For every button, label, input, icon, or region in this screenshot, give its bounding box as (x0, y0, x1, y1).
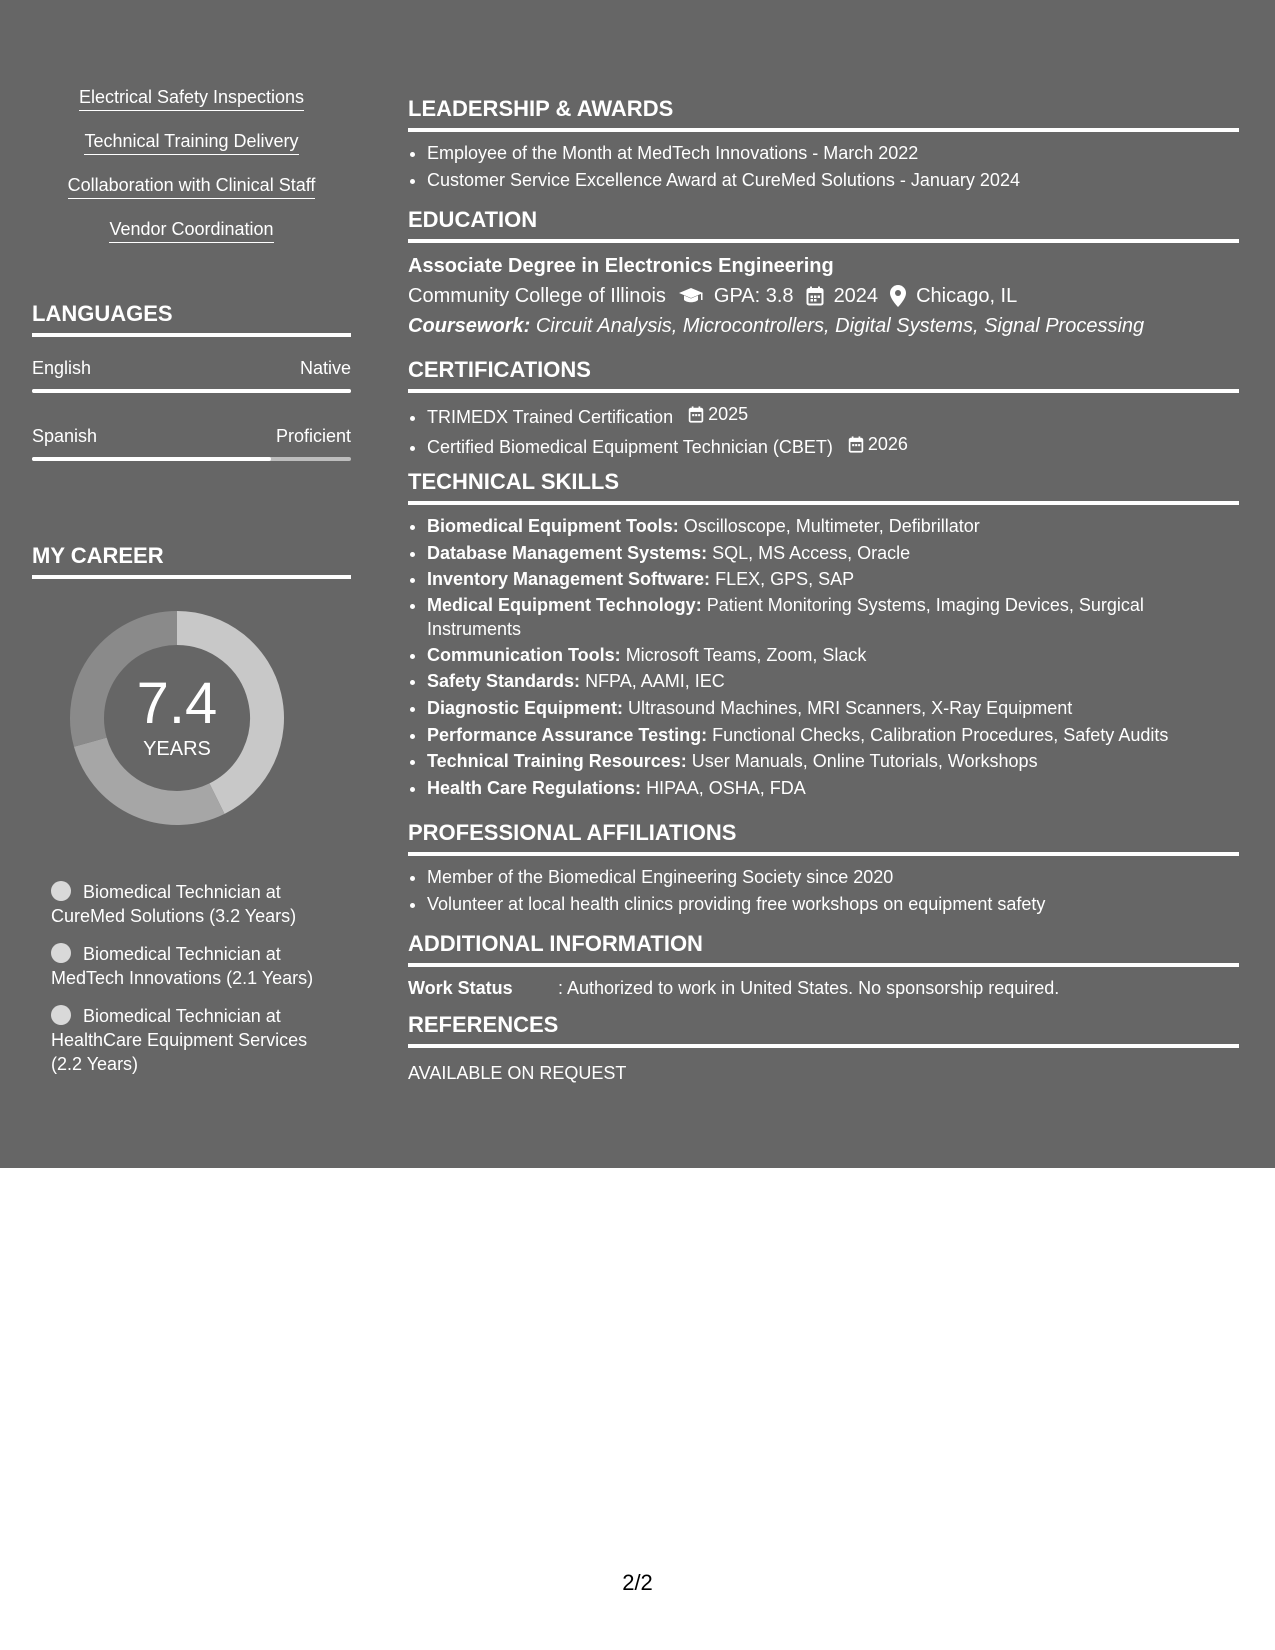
section-title: LEADERSHIP & AWARDS (408, 96, 1239, 132)
skill-value: Patient Monitoring Systems, Imaging Devices, Surgical Instruments (427, 594, 1144, 640)
section-title: ADDITIONAL INFORMATION (408, 931, 1239, 967)
skill-value: Oscilloscope, Multimeter, Defibrillator (683, 516, 980, 536)
skill-label: Safety Standards: (427, 671, 581, 692)
skill-label: Biomedical Equipment Tools: (427, 516, 679, 536)
certification-item (427, 431, 1239, 461)
skill-tag: Vendor Coordination (109, 218, 273, 243)
skill-item (427, 668, 1239, 695)
language-level: Proficient (275, 426, 351, 446)
career-legend-item (51, 1004, 341, 1076)
location-pin-icon (890, 285, 906, 307)
work-status-label: Work Status (408, 978, 513, 998)
school-name: Community College of Illinois (408, 285, 666, 307)
skill-value: SQL, MS Access, Oracle (712, 542, 911, 563)
skill-item (427, 695, 1239, 722)
career-legend-item (51, 942, 341, 990)
legend-dot (51, 1005, 71, 1025)
certification-date: 2026 (867, 434, 908, 454)
skill-item (427, 722, 1239, 749)
coursework-label: Coursework: (408, 315, 531, 337)
page-number: 2/2 (622, 1570, 653, 1595)
references-text: AVAILABLE ON REQUEST (408, 1063, 627, 1083)
leadership-section (408, 96, 1239, 194)
skill-value: Microsoft Teams, Zoom, Slack (625, 644, 867, 665)
skill-label: Inventory Management Software: (427, 569, 711, 590)
legend-label: Biomedical Technician at HealthCare Equipment Services (2.2 Years) (51, 1006, 308, 1074)
skill-item (427, 775, 1239, 802)
career-legend (51, 880, 341, 1090)
skill-tag: Technical Training Delivery (84, 130, 298, 155)
certification-item (427, 401, 1239, 431)
skill-item (427, 748, 1239, 775)
skill-item (427, 642, 1239, 669)
skill-tag: Electrical Safety Inspections (79, 86, 304, 111)
legend-label: Biomedical Technician at CureMed Solutions (3.2 Years) (51, 882, 297, 926)
additional-info-section (408, 931, 1239, 1002)
section-title: REFERENCES (408, 1012, 1239, 1048)
skill-value: FLEX, GPS, SAP (715, 569, 855, 590)
skill-label: Performance Assurance Testing: (427, 724, 708, 745)
skill-label: Medical Equipment Technology: (427, 594, 702, 615)
certification-name: Certified Biomedical Equipment Technician (CBET) (427, 437, 833, 457)
coursework (408, 311, 1239, 341)
graduation-cap-icon (678, 287, 704, 305)
section-title: PROFESSIONAL AFFILIATIONS (408, 820, 1239, 856)
legend-dot (51, 943, 71, 963)
career-title: MY CAREER (32, 543, 351, 579)
references-section (408, 1012, 1239, 1087)
list-item: • Volunteer at local health clinics providing free workshops on equipment safety (427, 891, 1239, 918)
skill-item (427, 566, 1239, 593)
certification-name: TRIMEDX Trained Certification (427, 407, 674, 427)
section-title: CERTIFICATIONS (408, 357, 1239, 393)
career-section (32, 543, 351, 1074)
calendar-icon (688, 406, 704, 423)
skill-tags (32, 86, 351, 262)
list-item: • Customer Service Excellence Award at CureMed Solutions - January 2024 (427, 167, 1239, 194)
language-level-bar (32, 457, 351, 461)
calendar-icon (848, 436, 864, 453)
skill-value: Functional Checks, Calibration Procedures, Safety Audits (712, 724, 1169, 745)
language-item (32, 357, 351, 393)
career-total-unit: YEARS (143, 738, 211, 760)
gpa-value: GPA: 3.8 (713, 285, 794, 307)
skill-item (427, 593, 1239, 642)
education-section (408, 207, 1239, 341)
career-donut-chart (64, 605, 290, 831)
affiliations-section (408, 820, 1239, 918)
language-item (32, 425, 351, 461)
education-meta (408, 281, 1239, 311)
legend-label: Biomedical Technician at MedTech Innovations (2.1 Years) (51, 944, 314, 988)
languages-section (32, 301, 351, 461)
skill-label: Communication Tools: (427, 644, 621, 665)
section-title: TECHNICAL SKILLS (408, 469, 1239, 505)
coursework-list: Circuit Analysis, Microcontrollers, Digital Systems, Signal Processing (535, 315, 1145, 337)
technical-skills-section (408, 469, 1239, 801)
certification-date: 2025 (708, 404, 749, 424)
language-level-bar (32, 389, 351, 393)
degree-title: Associate Degree in Electronics Engineering (408, 255, 834, 277)
work-status-row (408, 975, 1239, 1002)
language-level: Native (299, 358, 351, 378)
skill-label: Database Management Systems: (427, 542, 708, 563)
languages-title: LANGUAGES (32, 301, 351, 337)
language-level-fill (32, 457, 271, 461)
skill-label: Health Care Regulations: (427, 777, 642, 798)
certifications-section (408, 357, 1239, 461)
skill-item (427, 513, 1239, 540)
career-total-value: 7.4 (136, 671, 218, 736)
skill-value: Ultrasound Machines, MRI Scanners, X-Ray Equipment (628, 697, 1073, 718)
skill-value: HIPAA, OSHA, FDA (646, 777, 806, 798)
skill-value: NFPA, AAMI, IEC (585, 671, 725, 692)
skill-label: Diagnostic Equipment: (427, 697, 624, 718)
work-status-value: : Authorized to work in United States. No sponsorship required. (558, 978, 1060, 998)
section-title: EDUCATION (408, 207, 1239, 243)
career-legend-item (51, 880, 341, 928)
legend-dot (51, 881, 71, 901)
list-item: • Member of the Biomedical Engineering Society since 2020 (427, 864, 1239, 891)
skill-value: User Manuals, Online Tutorials, Workshops (691, 751, 1038, 772)
skill-label: Technical Training Resources: (427, 751, 687, 772)
language-name: English (32, 358, 92, 378)
language-name: Spanish (32, 426, 98, 446)
skill-tag: Collaboration with Clinical Staff (68, 174, 316, 199)
school-location: Chicago, IL (916, 285, 1018, 307)
calendar-icon (806, 286, 824, 306)
skill-item (427, 540, 1239, 567)
language-level-fill (32, 389, 351, 393)
list-item: • Employee of the Month at MedTech Innovations - March 2022 (427, 140, 1239, 167)
graduation-year: 2024 (833, 285, 879, 307)
